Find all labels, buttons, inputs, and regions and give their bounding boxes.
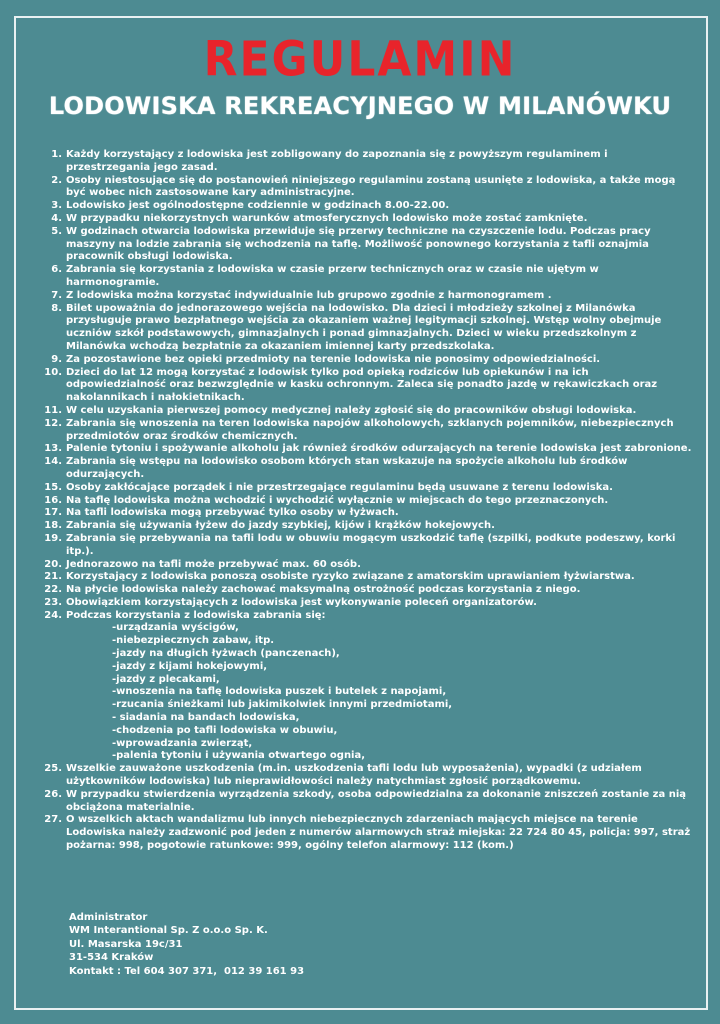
prohibited-item: -wnoszenia na taflę lodowiska puszek i butelek z napojami, <box>112 686 447 698</box>
rule-text: Za pozostawione bez opieki przedmioty na terenie lodowiska nie ponosimy odpowiedzialności. <box>66 353 601 365</box>
rule-item <box>42 507 692 520</box>
rule-item <box>42 303 692 354</box>
rule-text: Bilet upoważnia do jednorazowego wejścia na lodowisko. Dla dzieci i młodzieży szkolnej z Milanówka przysługuje prawo bezpłatnego wejścia za okazaniem ważnej legitymacji szkolnej. Wstęp wolny obejmuje uczniów szkół podstawowych, gimnazjalnych i ponad gimnazjalnych. Dzieci w wieku przedszkolnym z Milanówka wchodzą bezpłatnie za okazaniem imiennej karty przedszkolaka. <box>66 302 662 352</box>
rule-text: Na płycie lodowiska należy zachować maksymalną ostrożność podczas korzystania z niego. <box>66 584 581 596</box>
rule-number: 6. <box>51 264 62 276</box>
prohibited-item: -jazdy z plecakami, <box>112 673 220 685</box>
rule-item <box>42 443 692 456</box>
rule-text: W celu uzyskania pierwszej pomocy medycznej należy zgłosić się do pracowników obsługi lodowiska. <box>66 404 637 416</box>
rule-number: 16. <box>44 494 62 506</box>
company-name: WM Interantional Sp. Z o.o.o Sp. K. <box>69 925 268 937</box>
rule-text: Osoby niestosujące się do postanowień niniejszego regulaminu zostaną usunięte z lodowiska, a także mogą być wobec nich zastosowane kary administracyjne. <box>66 174 676 199</box>
rule-number: 23. <box>44 596 62 608</box>
rule-item <box>42 456 692 482</box>
rule-text: Zabrania się używania łyżew do jazdy szybkiej, kijów i krążków hokejowych. <box>66 520 495 532</box>
poster-title: REGULAMIN <box>203 31 517 88</box>
rule-text: W przypadku stwierdzenia wyrządzenia szkody, osoba odpowiedzialna za dokonanie zniszczeń zostanie za nią obciążona materialnie. <box>66 788 687 813</box>
rule-text: Wszelkie zauważone uszkodzenia (m.in. uszkodzenia tafli lodu lub wyposażenia), wypadki (z udziałem użytkowników lodowiska) lub nieprawidłowości należy natychmiast zgłosić porządkowemu. <box>66 763 642 788</box>
rule-text: Lodowisko jest ogólnodostępne codziennie w godzinach 8.00-22.00. <box>66 200 450 212</box>
rule-text: Dzieci do lat 12 mogą korzystać z lodowisk tylko pod opieką rodziców lub opiekunów i na ich odpowiedzialność oraz bezwzględnie w kasku ochronnym. Zaleca się ponadto jazdę w rękawiczkach oraz nakolannikach i nałokietnikach. <box>66 366 658 404</box>
administrator-label: Administrator <box>69 912 148 923</box>
rule-number: 4. <box>51 212 62 224</box>
rule-item <box>42 213 692 226</box>
rule-number: 20. <box>44 558 62 570</box>
rule-number: 3. <box>51 200 62 212</box>
rule-text: Zabrania się przebywania na tafli lodu w obuwiu mogącym uszkodzić taflę (szpilki, podkute podeszwy, korki itp.). <box>66 532 676 557</box>
rule-number: 25. <box>44 763 62 775</box>
prohibited-item: -rzucania śnieżkami lub jakimikolwiek innymi przedmiotami, <box>112 699 453 711</box>
rule-item <box>42 533 692 559</box>
rule-number: 9. <box>51 353 62 365</box>
prohibited-item: -chodzenia po tafli lodowiska w obuwiu, <box>112 724 338 736</box>
prohibited-item: -jazdy z kijami hokejowymi, <box>112 660 268 672</box>
prohibited-item: -palenia tytoniu i używania otwartego ognia, <box>112 750 366 762</box>
rule-text: Z lodowiska można korzystać indywidualnie lub grupowo zgodnie z harmonogramem . <box>66 289 552 301</box>
rule-text: O wszelkich aktach wandalizmu lub innych niebezpiecznych zdarzeniach mających miejsce na terenie Lodowiska należy zadzwonić pod jeden z numerów alarmowych straż miejska: 22 724 80 45, policja: 997, straż pożarna: 998, pogotowie ratunkowe: 999, ogólny telefon alarmowy: 112 (kom.) <box>66 814 691 852</box>
rule-item <box>42 175 692 201</box>
rule-text: Jednorazowo na tafli może przebywać max. 60 osób. <box>66 558 361 570</box>
rule-item <box>42 482 692 495</box>
rule-number: 24. <box>44 609 62 621</box>
rule-number: 22. <box>44 584 62 596</box>
rule-number: 21. <box>44 571 62 583</box>
rule-item <box>42 367 692 405</box>
rule-item <box>42 418 692 444</box>
rule-text: Obowiązkiem korzystających z lodowiska jest wykonywanie poleceń organizatorów. <box>66 596 537 608</box>
rule-number: 26. <box>44 788 62 800</box>
rule-number: 18. <box>44 520 62 532</box>
rule-item <box>42 789 692 815</box>
rule-item <box>42 814 692 852</box>
poster-subtitle: LODOWISKA REKREACYJNEGO W MILANÓWKU <box>48 92 672 120</box>
rule-item <box>42 559 692 572</box>
rule-item <box>42 200 692 213</box>
rule-item <box>42 149 692 175</box>
prohibited-item: - siadania na bandach lodowiska, <box>112 712 300 724</box>
rule-item <box>42 354 692 367</box>
rule-item <box>42 584 692 597</box>
city-postcode: 31-534 Kraków <box>69 952 154 964</box>
prohibited-item: -urządzania wyścigów, <box>112 622 239 634</box>
rule-text: Na taflę lodowiska można wchodzić i wychodzić wyłącznie w miejscach do tego przeznaczonych. <box>66 494 609 506</box>
rule-number: 13. <box>44 443 62 455</box>
rule-item <box>42 226 692 264</box>
contact-phones: Kontakt : Tel 604 307 371, 012 39 161 93 <box>69 965 305 977</box>
rule-item <box>42 610 692 764</box>
rules-list <box>42 149 692 853</box>
rule-number: 12. <box>44 417 62 429</box>
rule-number: 19. <box>44 532 62 544</box>
rule-number: 1. <box>51 149 62 160</box>
administrator-info <box>69 911 304 978</box>
rule-item <box>42 571 692 584</box>
rule-number: 2. <box>51 174 62 186</box>
rule-number: 11. <box>44 404 62 416</box>
rule-item <box>42 520 692 533</box>
rule-text: Każdy korzystający z lodowiska jest zobligowany do zapoznania się z powyższym regulaminem i przestrzegania jego zasad. <box>66 149 608 173</box>
rule-number: 15. <box>44 481 62 493</box>
rule-text: Palenie tytoniu i spożywanie alkoholu jak również środków odurzających na terenie lodowiska jest zabronione. <box>66 443 692 455</box>
rule-text: Zabrania się korzystania z lodowiska w czasie przerw technicznych oraz w czasie nie ujętym w harmonogramie. <box>66 264 599 288</box>
rule-text: Na tafli lodowiska mogą przebywać tylko osoby w łyżwach. <box>66 507 399 519</box>
rule-item <box>42 264 692 290</box>
rule-number: 5. <box>51 225 62 237</box>
prohibited-item: -niebezpiecznych zabaw, itp. <box>112 635 275 647</box>
rule-number: 7. <box>51 289 62 301</box>
rule-text: W godzinach otwarcia lodowiska przewiduje się przerwy techniczne na czyszczenie lodu. Podczas pracy maszyny na lodzie zabrania się wchodzenia na taflę. Możliwość ponownego korzystania z tafli oznajmia pracownik obsługi lodowiska. <box>66 225 651 263</box>
rule-item <box>42 597 692 610</box>
rule-number: 10. <box>44 366 62 378</box>
rule-number: 17. <box>44 507 62 519</box>
rule-text: Podczas korzystania z lodowiska zabrania się: <box>66 609 326 621</box>
rule-number: 14. <box>44 456 62 468</box>
rule-number: 8. <box>51 302 62 314</box>
rule-item <box>42 495 692 508</box>
rule-text: W przypadku niekorzystnych warunków atmosferycznych lodowisko może zostać zamknięte. <box>66 212 588 224</box>
rule-number: 27. <box>44 814 62 826</box>
street-address: Ul. Masarska 19c/31 <box>69 938 183 950</box>
prohibited-item: -wprowadzania zwierząt, <box>112 737 253 749</box>
rule-text: Zabrania się wnoszenia na teren lodowiska napojów alkoholowych, szklanych pojemników, niebezpiecznych przedmiotów oraz środków chemicznych. <box>66 417 674 442</box>
rule-item <box>42 763 692 789</box>
rule-text: Korzystający z lodowiska ponoszą osobiste ryzyko związane z amatorskim uprawianiem łyżwiarstwa. <box>66 571 635 583</box>
rule-item <box>42 405 692 418</box>
prohibited-item: -jazdy na długich łyżwach (panczenach), <box>112 648 340 660</box>
rule-text: Osoby zakłócające porządek i nie przestrzegające regulaminu będą usuwane z terenu lodowiska. <box>66 481 613 493</box>
prohibited-list <box>66 622 692 763</box>
rule-text: Zabrania się wstępu na lodowisko osobom których stan wskazuje na spożycie alkoholu lub środków odurzających. <box>66 456 628 480</box>
rule-item <box>42 290 692 303</box>
